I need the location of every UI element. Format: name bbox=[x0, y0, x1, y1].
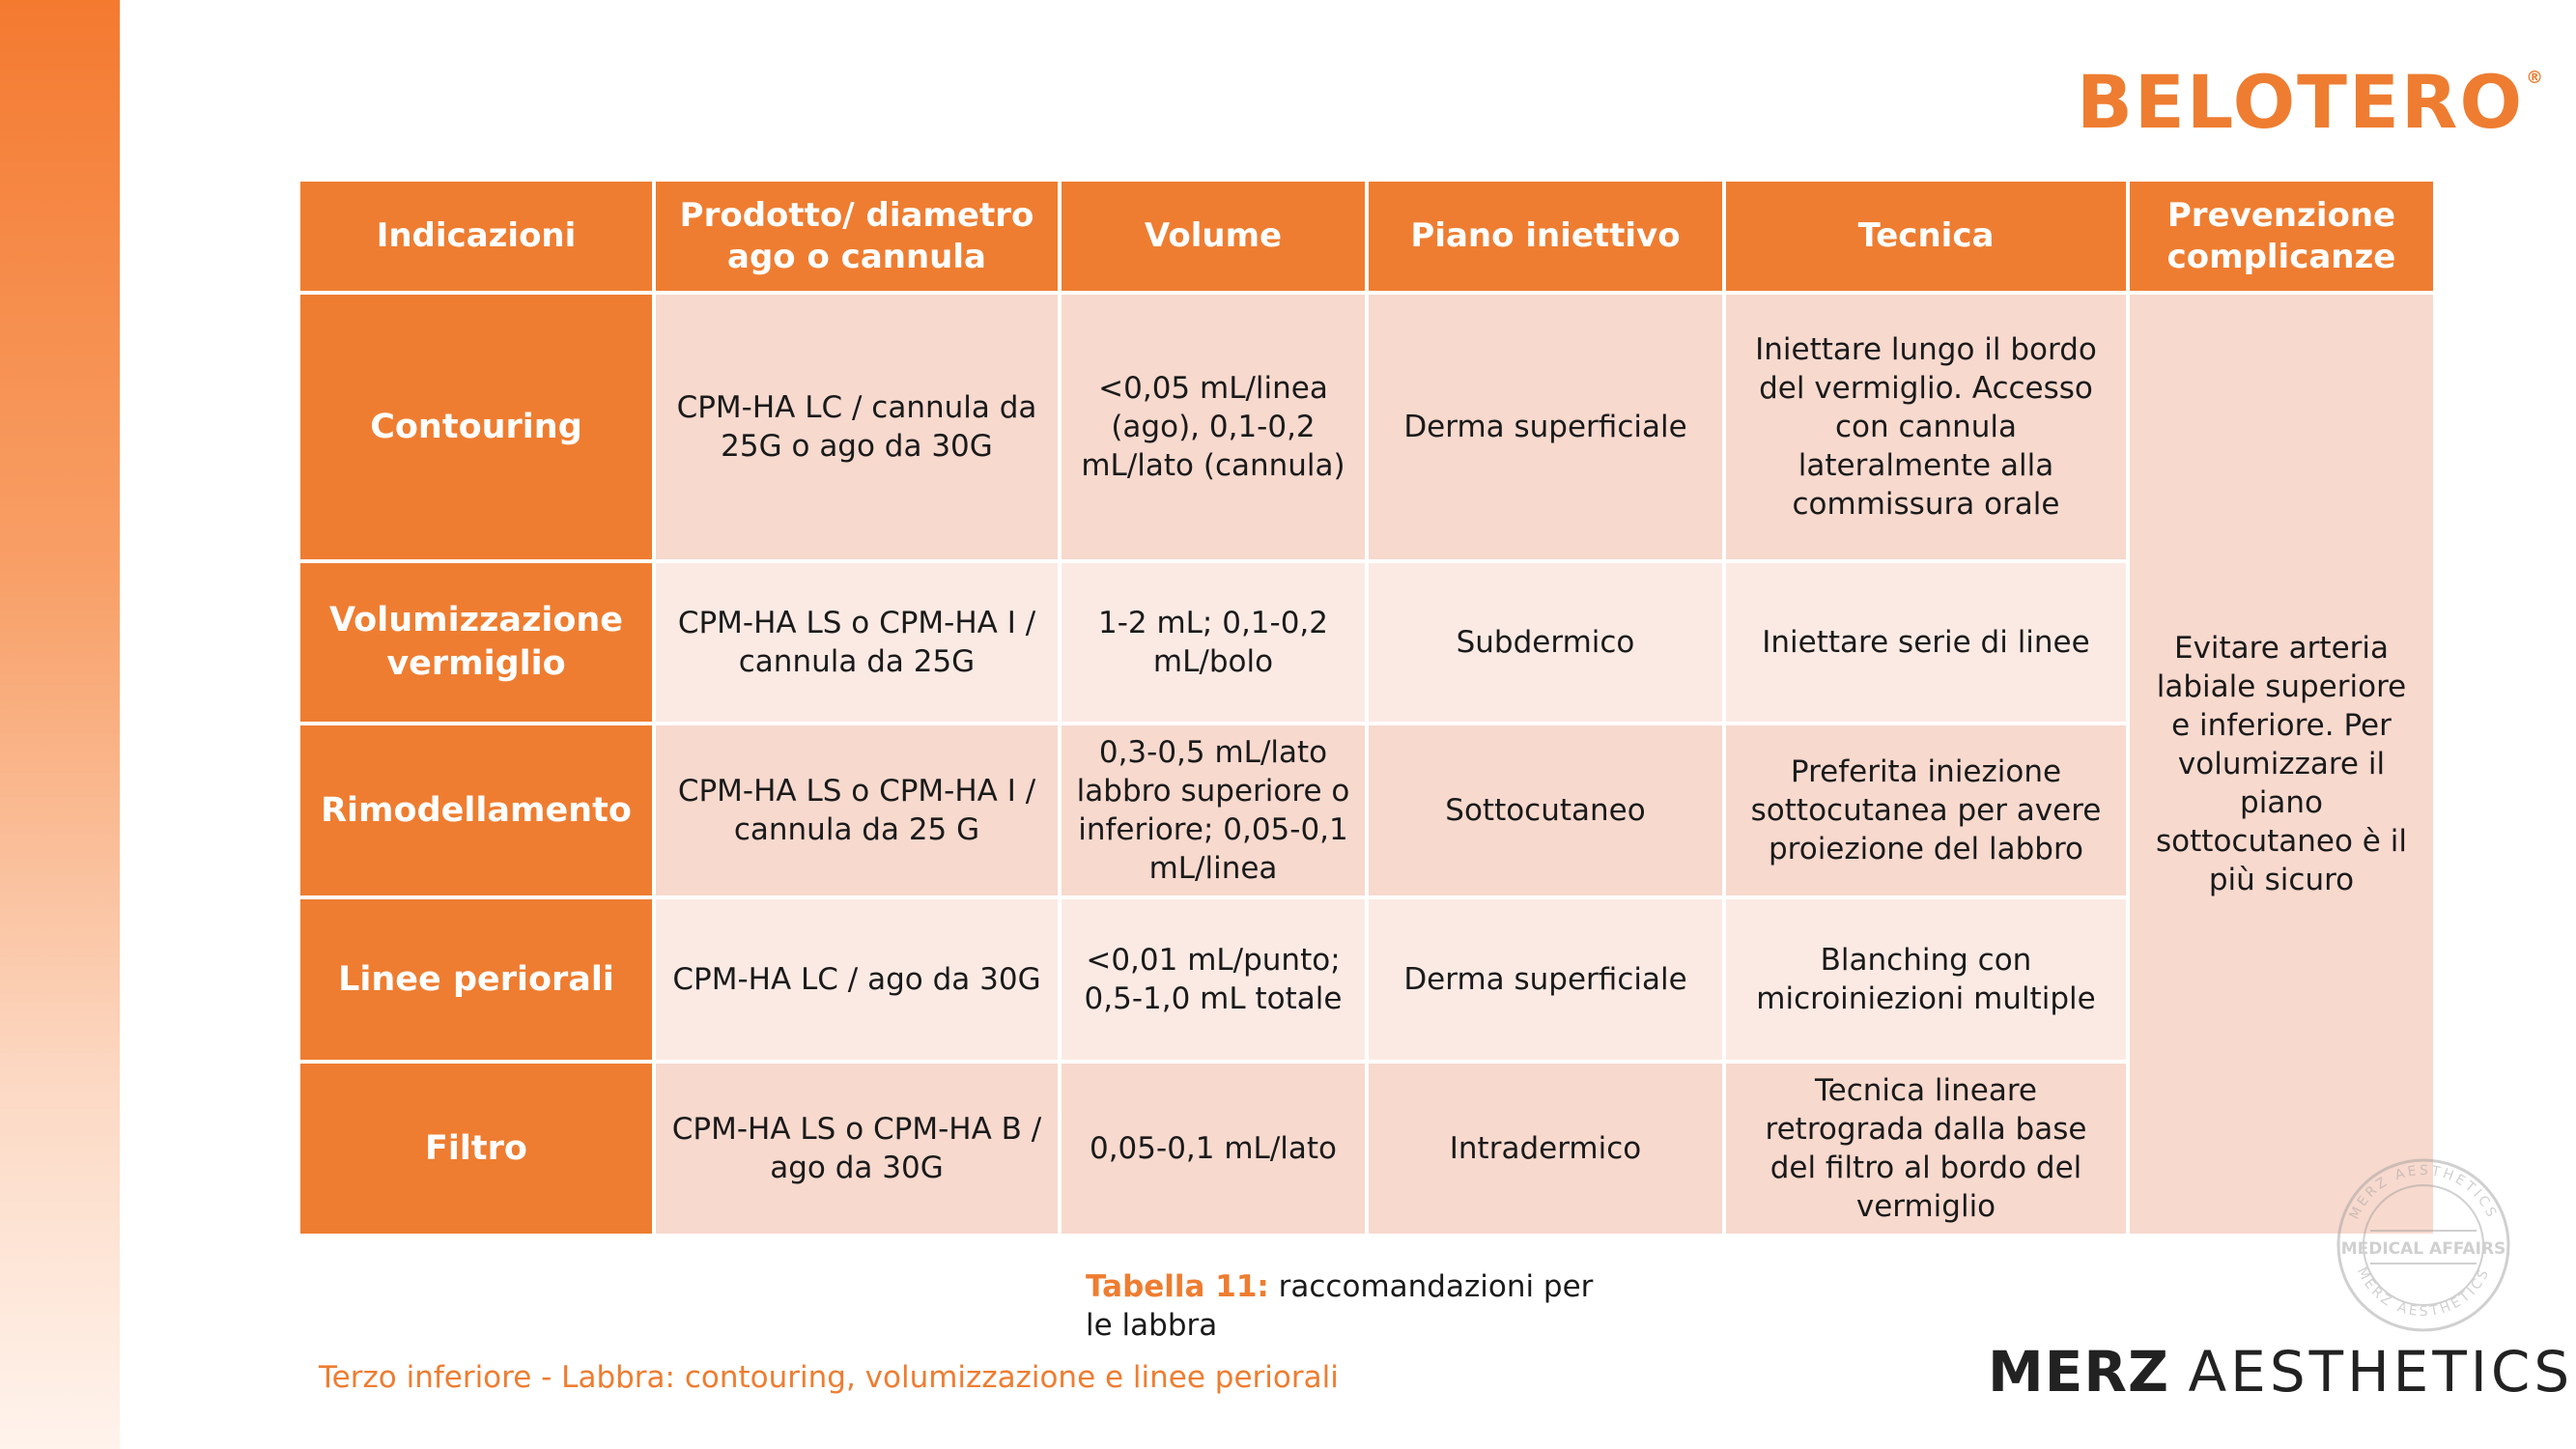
indication-cell: Volumizzazione vermiglio bbox=[298, 561, 654, 724]
caption-text: raccomandazioni per le labbra bbox=[1086, 1269, 1594, 1343]
technique-cell: Preferita iniezione sottocutanea per avere proiezione del labbro bbox=[1724, 724, 2128, 897]
plane-cell: Subdermico bbox=[1367, 561, 1724, 724]
technique-cell: Tecnica lineare retrograda dalla base del filtro al bordo del vermiglio bbox=[1724, 1062, 2128, 1236]
indication-cell: Filtro bbox=[298, 1062, 654, 1236]
header-volume: Volume bbox=[1060, 180, 1367, 293]
table-row bbox=[298, 724, 2435, 897]
header-tecnica: Tecnica bbox=[1724, 180, 2128, 293]
plane-cell: Sottocutaneo bbox=[1367, 724, 1724, 897]
side-gradient-bar bbox=[0, 0, 120, 1449]
plane-cell: Derma superficiale bbox=[1367, 293, 1724, 561]
recommendations-table bbox=[297, 178, 2437, 1237]
table-row bbox=[298, 561, 2435, 724]
volume-cell: 1-2 mL; 0,1-0,2 mL/bolo bbox=[1060, 561, 1367, 724]
logo-text: BELOTERO bbox=[2077, 59, 2525, 145]
table-row bbox=[298, 897, 2435, 1062]
prevention-cell: Evitare arteria labiale superiore e inferiore. Per volumizzare il piano sottocutaneo è il più sicuro bbox=[2128, 293, 2435, 1236]
footer-subtitle: Terzo inferiore - Labbra: contouring, volumizzazione e linee periorali bbox=[319, 1360, 1339, 1395]
header-piano: Piano iniettivo bbox=[1367, 180, 1724, 293]
registered-mark: ® bbox=[2526, 68, 2546, 88]
plane-cell: Intradermico bbox=[1367, 1062, 1724, 1236]
header-indicazioni: Indicazioni bbox=[298, 180, 654, 293]
merz-aesthetics-logo bbox=[1988, 1339, 2574, 1405]
header-prevenzione: Prevenzione complicanze bbox=[2128, 180, 2435, 293]
belotero-logo bbox=[2077, 59, 2546, 145]
table-row bbox=[298, 293, 2435, 561]
product-cell: CPM-HA LS o CPM-HA I / cannula da 25G bbox=[654, 561, 1060, 724]
plane-cell: Derma superficiale bbox=[1367, 897, 1724, 1062]
technique-cell: Blanching con microiniezioni multiple bbox=[1724, 897, 2128, 1062]
volume-cell: <0,01 mL/punto; 0,5-1,0 mL totale bbox=[1060, 897, 1367, 1062]
volume-cell: <0,05 mL/linea (ago), 0,1-0,2 mL/lato (cannula) bbox=[1060, 293, 1367, 561]
technique-cell: Iniettare lungo il bordo del vermiglio. Accesso con cannula lateralmente alla commissura orale bbox=[1724, 293, 2128, 561]
product-cell: CPM-HA LC / cannula da 25G o ago da 30G bbox=[654, 293, 1060, 561]
merz-logo-bold: MERZ bbox=[1988, 1339, 2170, 1405]
indication-cell: Rimodellamento bbox=[298, 724, 654, 897]
svg-text:MERZ AESTHETICS: MERZ AESTHETICS bbox=[2346, 1162, 2501, 1222]
product-cell: CPM-HA LS o CPM-HA B / ago da 30G bbox=[654, 1062, 1060, 1236]
product-cell: CPM-HA LC / ago da 30G bbox=[654, 897, 1060, 1062]
table-caption bbox=[1086, 1267, 1627, 1345]
product-cell: CPM-HA LS o CPM-HA I / cannula da 25 G bbox=[654, 724, 1060, 897]
indication-cell: Linee periorali bbox=[298, 897, 654, 1062]
volume-cell: 0,05-0,1 mL/lato bbox=[1060, 1062, 1367, 1236]
svg-text:MEDICAL AFFAIRS: MEDICAL AFFAIRS bbox=[2340, 1239, 2506, 1259]
volume-cell: 0,3-0,5 mL/lato labbro superiore o inferiore; 0,05-0,1 mL/linea bbox=[1060, 724, 1367, 897]
indication-cell: Contouring bbox=[298, 293, 654, 561]
medical-affairs-stamp-icon bbox=[2334, 1155, 2513, 1335]
caption-label: Tabella 11: bbox=[1086, 1269, 1269, 1304]
table-row bbox=[298, 1062, 2435, 1236]
table-header-row bbox=[298, 180, 2435, 293]
svg-text:MERZ AESTHETICS: MERZ AESTHETICS bbox=[2353, 1264, 2494, 1321]
technique-cell: Iniettare serie di linee bbox=[1724, 561, 2128, 724]
header-prodotto: Prodotto/ diametro ago o cannula bbox=[654, 180, 1060, 293]
merz-logo-light: AESTHETICS bbox=[2188, 1339, 2574, 1405]
